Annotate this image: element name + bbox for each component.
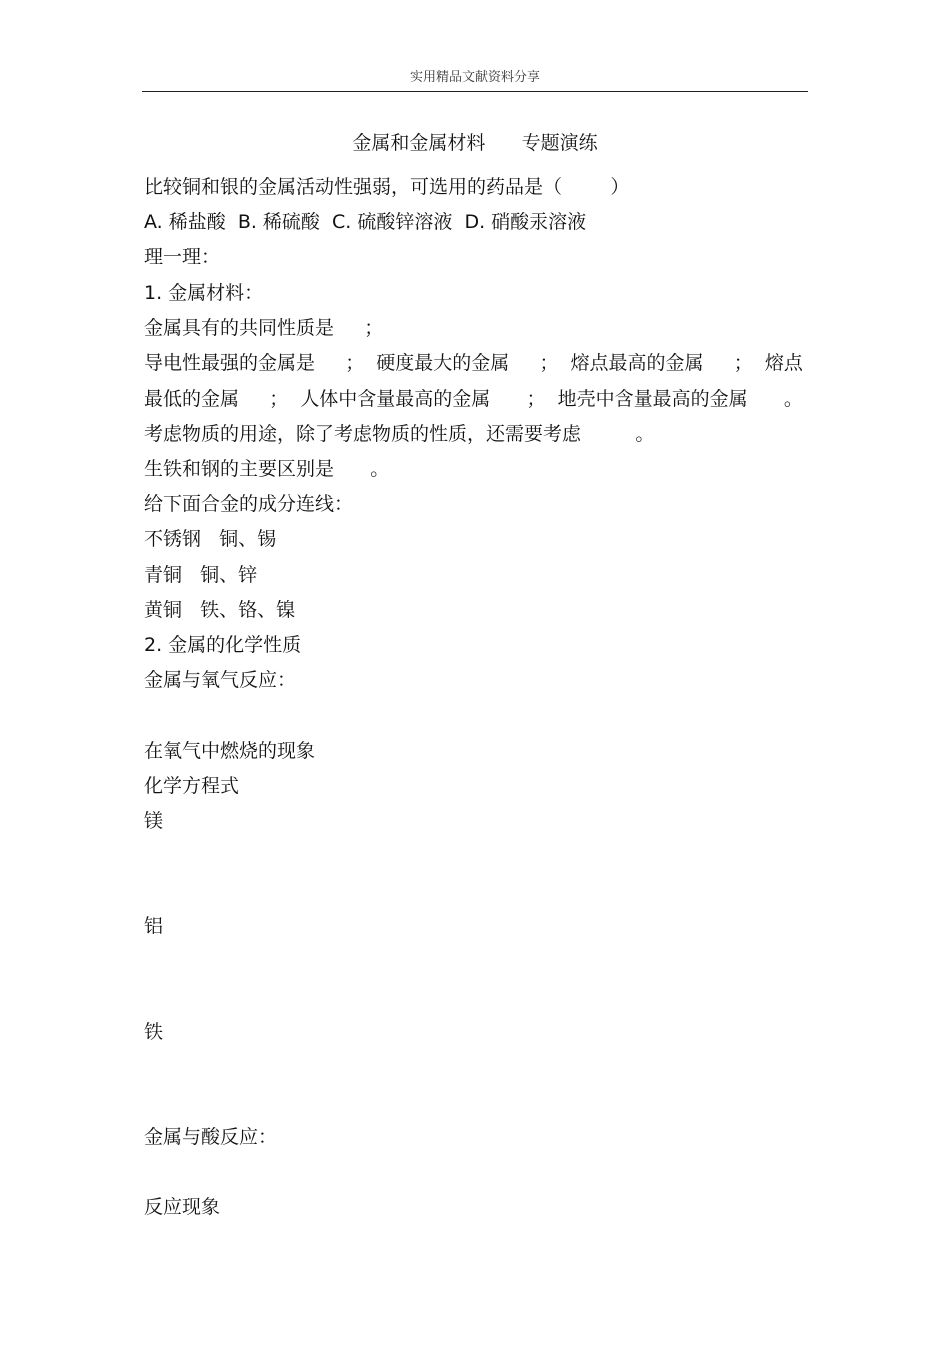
- element-label: 铁: [144, 1021, 164, 1043]
- matching-row: 青铜 铜、锌: [144, 564, 258, 586]
- section-heading-chemistry: 2. 金属的化学性质: [144, 634, 302, 656]
- fill-in-line: 最低的金属 ； 人体中含量最高的金属 ； 地壳中含量最高的金属 。: [144, 388, 803, 410]
- table-label: 化学方程式: [144, 775, 240, 797]
- section-intro: 理一理：: [144, 246, 221, 268]
- element-label: 镁: [144, 810, 164, 832]
- table-label: 反应现象: [144, 1196, 221, 1218]
- fill-in-line: 导电性最强的金属是 ； 硬度最大的金属 ； 熔点最高的金属 ； 熔点: [144, 352, 803, 374]
- matching-row: 不锈钢 铜、锡: [144, 528, 277, 550]
- table-label: 在氧气中燃烧的现象: [144, 740, 316, 762]
- section-heading-materials: 1. 金属材料：: [144, 282, 264, 304]
- matching-instruction: 给下面合金的成分连线：: [144, 493, 354, 515]
- header-text: 实用精品文献资料分享: [409, 70, 540, 85]
- fill-in-line: 生铁和钢的主要区别是 。: [144, 458, 390, 480]
- fill-in-line: 金属具有的共同性质是 ；: [144, 317, 384, 339]
- header-divider: [142, 91, 808, 92]
- answer-options-line: A. 稀盐酸 B. 稀硫酸 C. 硫酸锌溶液 D. 硝酸汞溶液: [144, 211, 587, 233]
- fill-in-line: 考虑物质的用途，除了考虑物质的性质，还需要考虑 。: [144, 423, 655, 445]
- element-label: 铝: [144, 915, 164, 937]
- question-line: 比较铜和银的金属活动性强弱，可选用的药品是（ ）: [144, 176, 630, 198]
- subsection-heading-acid: 金属与酸反应：: [144, 1126, 278, 1148]
- subsection-heading-oxygen: 金属与氧气反应：: [144, 669, 297, 691]
- document-title: 金属和金属材料 专题演练: [352, 132, 598, 154]
- matching-row: 黄铜 铁、铬、镍: [144, 599, 296, 621]
